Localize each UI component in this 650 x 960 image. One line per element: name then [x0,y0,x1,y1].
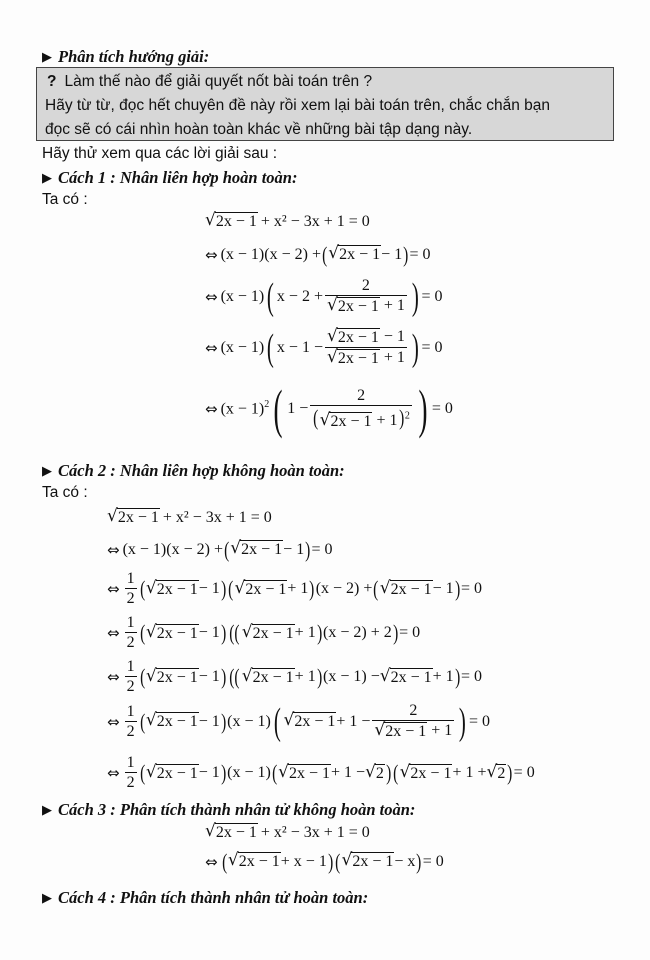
equation-1-3: ⇔ (x − 1) ( x − 2 + 2 √ 2x − 1 + 1 ) = 0 [205,275,443,318]
triangle-bullet-icon: ▶ [42,802,52,817]
equation-1-2: ⇔ (x − 1)(x − 2) + ( √ 2x − 1 − 1 ) = 0 [205,242,431,267]
equation-2-2: ⇔ (x − 1)(x − 2) + ( √ 2x − 1 − 1 ) = 0 [107,537,333,562]
equation-2-6: ⇔ $\frac{1}{2}$ ( √ 2x − 1 − 1 ) (x − 1) ( √ 2x − 1 + 1 − 2 √ 2x − 1 + 1 ) = 0 [107,700,490,743]
heading-method-4: ▶ Cách 4 : Phân tích thành nhân tử hoàn toàn: [42,888,369,907]
equation-2-3: ⇔ $\frac{1}{2}$ ( √ 2x − 1 − 1 ) ( √ 2x − 1 + 1 ) (x − 2) + ( √ 2x − 1 − 1 ) = 0 [107,570,482,608]
ta-co-2: Ta có : [42,484,88,501]
triangle-bullet-icon: ▶ [42,463,52,478]
equation-2-7: ⇔ $\frac{1}{2}$ ( √ 2x − 1 − 1 ) (x − 1) ( √ 2x − 1 + 1 − √ 2 ) ( √ 2x − 1 + 1 + √ 2 ) = 0 [107,754,535,792]
equation-3-1: √ 2x − 1 + x² − 3x + 1 = 0 [205,821,370,841]
equation-2-4: ⇔ $\frac{1}{2}$ ( √ 2x − 1 − 1 ) (( √ 2x − 1 + 1 ) (x − 2) + 2 ) = 0 [107,614,421,652]
heading-method-2: ▶ Cách 2 : Nhân liên hợp không hoàn toàn: [42,461,345,480]
equation-1-1: √ 2x − 1 + x² − 3x + 1 = 0 [205,210,370,230]
equation-2-1: √ 2x − 1 + x² − 3x + 1 = 0 [107,506,272,526]
heading-method-3: ▶ Cách 3 : Phân tích thành nhân tử không hoàn toàn: [42,800,416,819]
triangle-bullet-icon: ▶ [42,49,52,64]
note-box: ? Làm thế nào để giải quyết nốt bài toán trên ? Hãy từ từ, đọc hết chuyên đề này rồi xem lại bài toán trên, chắc chắn bạn đọc sẽ có cái nhìn hoàn toàn khác về những bài tập dạng này. [36,67,614,141]
equation-2-5: ⇔ $\frac{1}{2}$ ( √ 2x − 1 − 1 ) (( √ 2x − 1 + 1 ) (x − 1) − √ 2x − 1 + 1 ) = 0 [107,658,482,696]
equation-1-5: ⇔ $(x - 1)^2$ ( 1 − 2 ( √ 2x − 1 + 1)$^2$ ) = 0 [205,379,453,439]
triangle-bullet-icon: ▶ [42,170,52,185]
triangle-bullet-icon: ▶ [42,890,52,905]
equation-1-4: ⇔ (x − 1) ( x − 1 − √ 2x − 1 − 1 √ 2x − 1 + 1 ) = 0 [205,326,443,370]
equation-3-2: ⇔ ( √ 2x − 1 + x − 1 ) ( √ 2x − 1 − x ) = 0 [205,849,444,874]
heading-analysis: ▶ Phân tích hướng giải: [42,47,210,66]
intro-text: Hãy thử xem qua các lời giải sau : [42,145,278,162]
question-mark-icon: ? [47,73,57,90]
heading-method-1: ▶ Cách 1 : Nhân liên hợp hoàn toàn: [42,168,298,187]
ta-co-1: Ta có : [42,191,88,208]
